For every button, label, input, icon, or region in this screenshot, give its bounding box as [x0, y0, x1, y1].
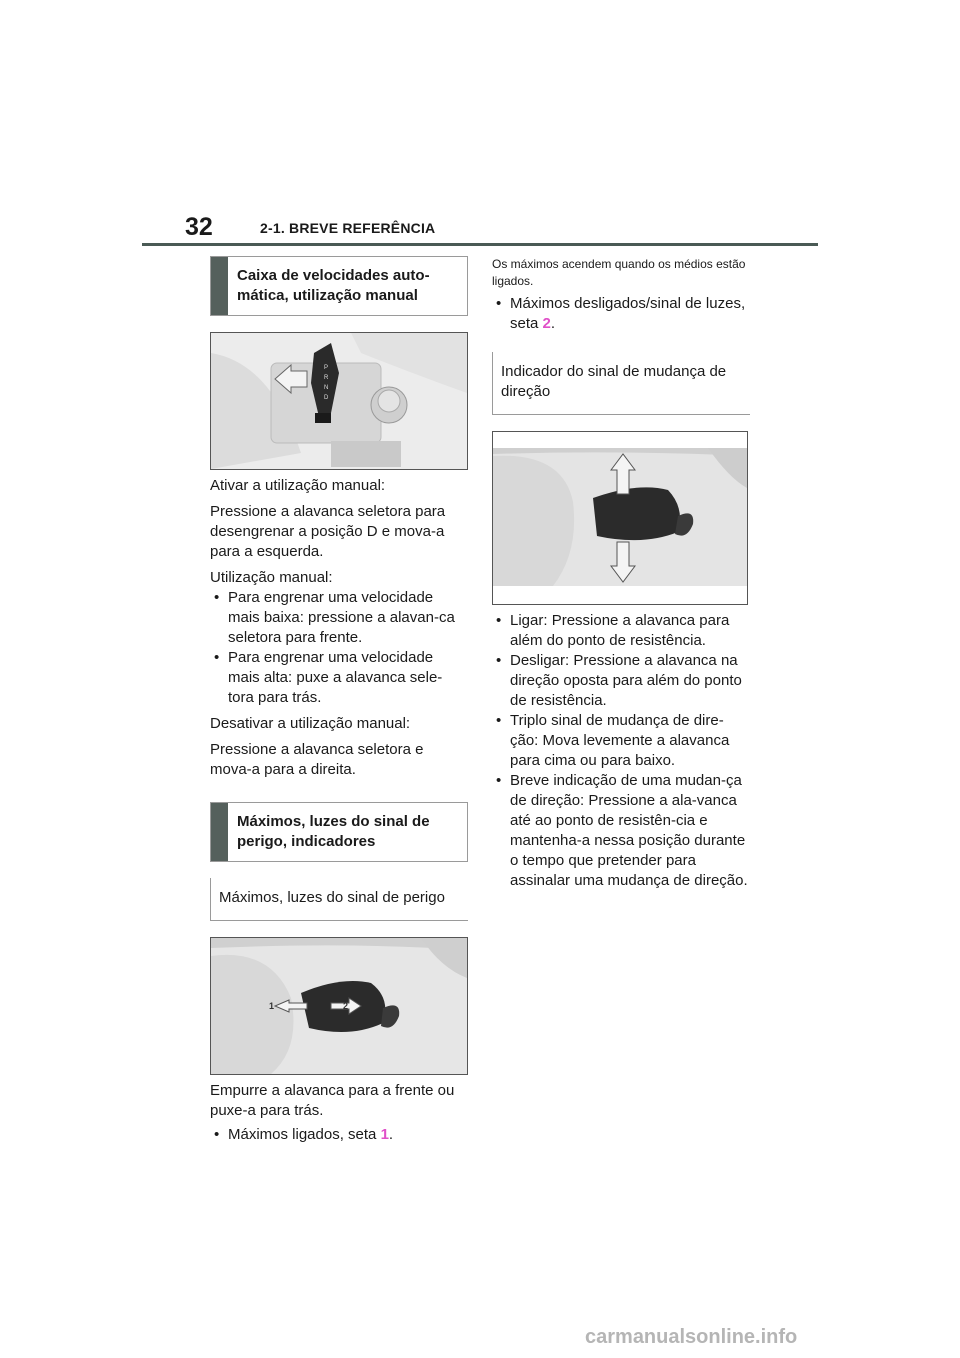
gearbox-heading-text: Caixa de velocidades auto-mática, utilização manual [237, 267, 430, 304]
high-beam-subheading-text: Máximos, luzes do sinal de perigo [219, 889, 445, 906]
list-item [210, 1125, 468, 1145]
section-title: 2-1. BREVE REFERÊNCIA [260, 220, 436, 236]
manual-title: Utilização manual: [210, 569, 333, 586]
turn-signal-figure [492, 431, 748, 605]
list-item: • Triplo sinal de mudança de dire-ção: Mova levemente a alavanca para cima ou para baixo. [492, 711, 750, 771]
deactivate-title: Desativar a utilização manual: [210, 715, 411, 732]
watermark: carmanualsonline.info [585, 1326, 798, 1348]
high-beam-on-list [210, 1125, 468, 1145]
list-item: • Ligar: Pressione a alavanca para além do ponto de resistência. [492, 611, 750, 651]
period: . [388, 1126, 394, 1143]
lights-heading [210, 802, 468, 862]
high-beam-off-text: Máximos desligados/sinal de luzes, seta [510, 295, 746, 332]
page-number: 32 [185, 213, 213, 241]
high-beam-subheading [210, 878, 468, 921]
activate-title: Ativar a utilização manual: [210, 477, 386, 494]
deactivate-text: Pressione a alavanca seletora e mova-a para a direita. [210, 741, 424, 778]
header-rule [142, 243, 818, 246]
high-beam-lever-figure [210, 937, 468, 1075]
manual-list [210, 588, 468, 708]
arrow-number-2: 2 [542, 315, 551, 332]
left-column [210, 256, 468, 1145]
right-column [492, 256, 750, 891]
list-item: • Para engrenar uma velocidade mais baixa: pressione a alavan-ca seletora para frente. [210, 588, 468, 648]
turn-signal-subheading-text: Indicador do sinal de mudança de direção [501, 363, 727, 400]
high-beam-note: Os máximos acendem quando os médios estão ligados. [492, 257, 746, 288]
arrow-label-1: 1 [269, 1001, 275, 1011]
svg-text:R: R [324, 375, 329, 381]
high-beam-off-list [492, 294, 750, 334]
push-text: Empurre a alavanca para a frente ou puxe-a para trás. [210, 1082, 455, 1119]
arrow-number-1: 1 [380, 1126, 389, 1143]
list-item: • Breve indicação de uma mudan-ça de direção: Pressione a ala-vanca até ao ponto de resistên-cia e mantenha-a nessa posição durante o tempo que pretender para assinalar uma mudança de direção. [492, 771, 750, 891]
gear-selector-figure [210, 332, 468, 470]
period: . [550, 315, 556, 332]
high-beam-on-text: Máximos ligados, seta [228, 1126, 377, 1143]
arrow-label-2: 2 [343, 1001, 349, 1011]
gearbox-heading [210, 256, 468, 316]
list-item [492, 294, 750, 334]
svg-text:P: P [324, 365, 329, 371]
list-item: • Para engrenar uma velocidade mais alta: puxe a alavanca sele-tora para trás. [210, 648, 468, 708]
turn-signal-subheading [492, 352, 750, 415]
lights-heading-text: Máximos, luzes do sinal de perigo, indicadores [237, 813, 430, 850]
turn-signal-list [492, 611, 750, 891]
activate-text: Pressione a alavanca seletora para desengrenar a posição D e mova-a para a esquerda. [210, 503, 446, 560]
list-item: • Desligar: Pressione a alavanca na direção oposta para além do ponto de resistência. [492, 651, 750, 711]
svg-text:N: N [324, 385, 329, 391]
svg-text:D: D [324, 395, 329, 401]
